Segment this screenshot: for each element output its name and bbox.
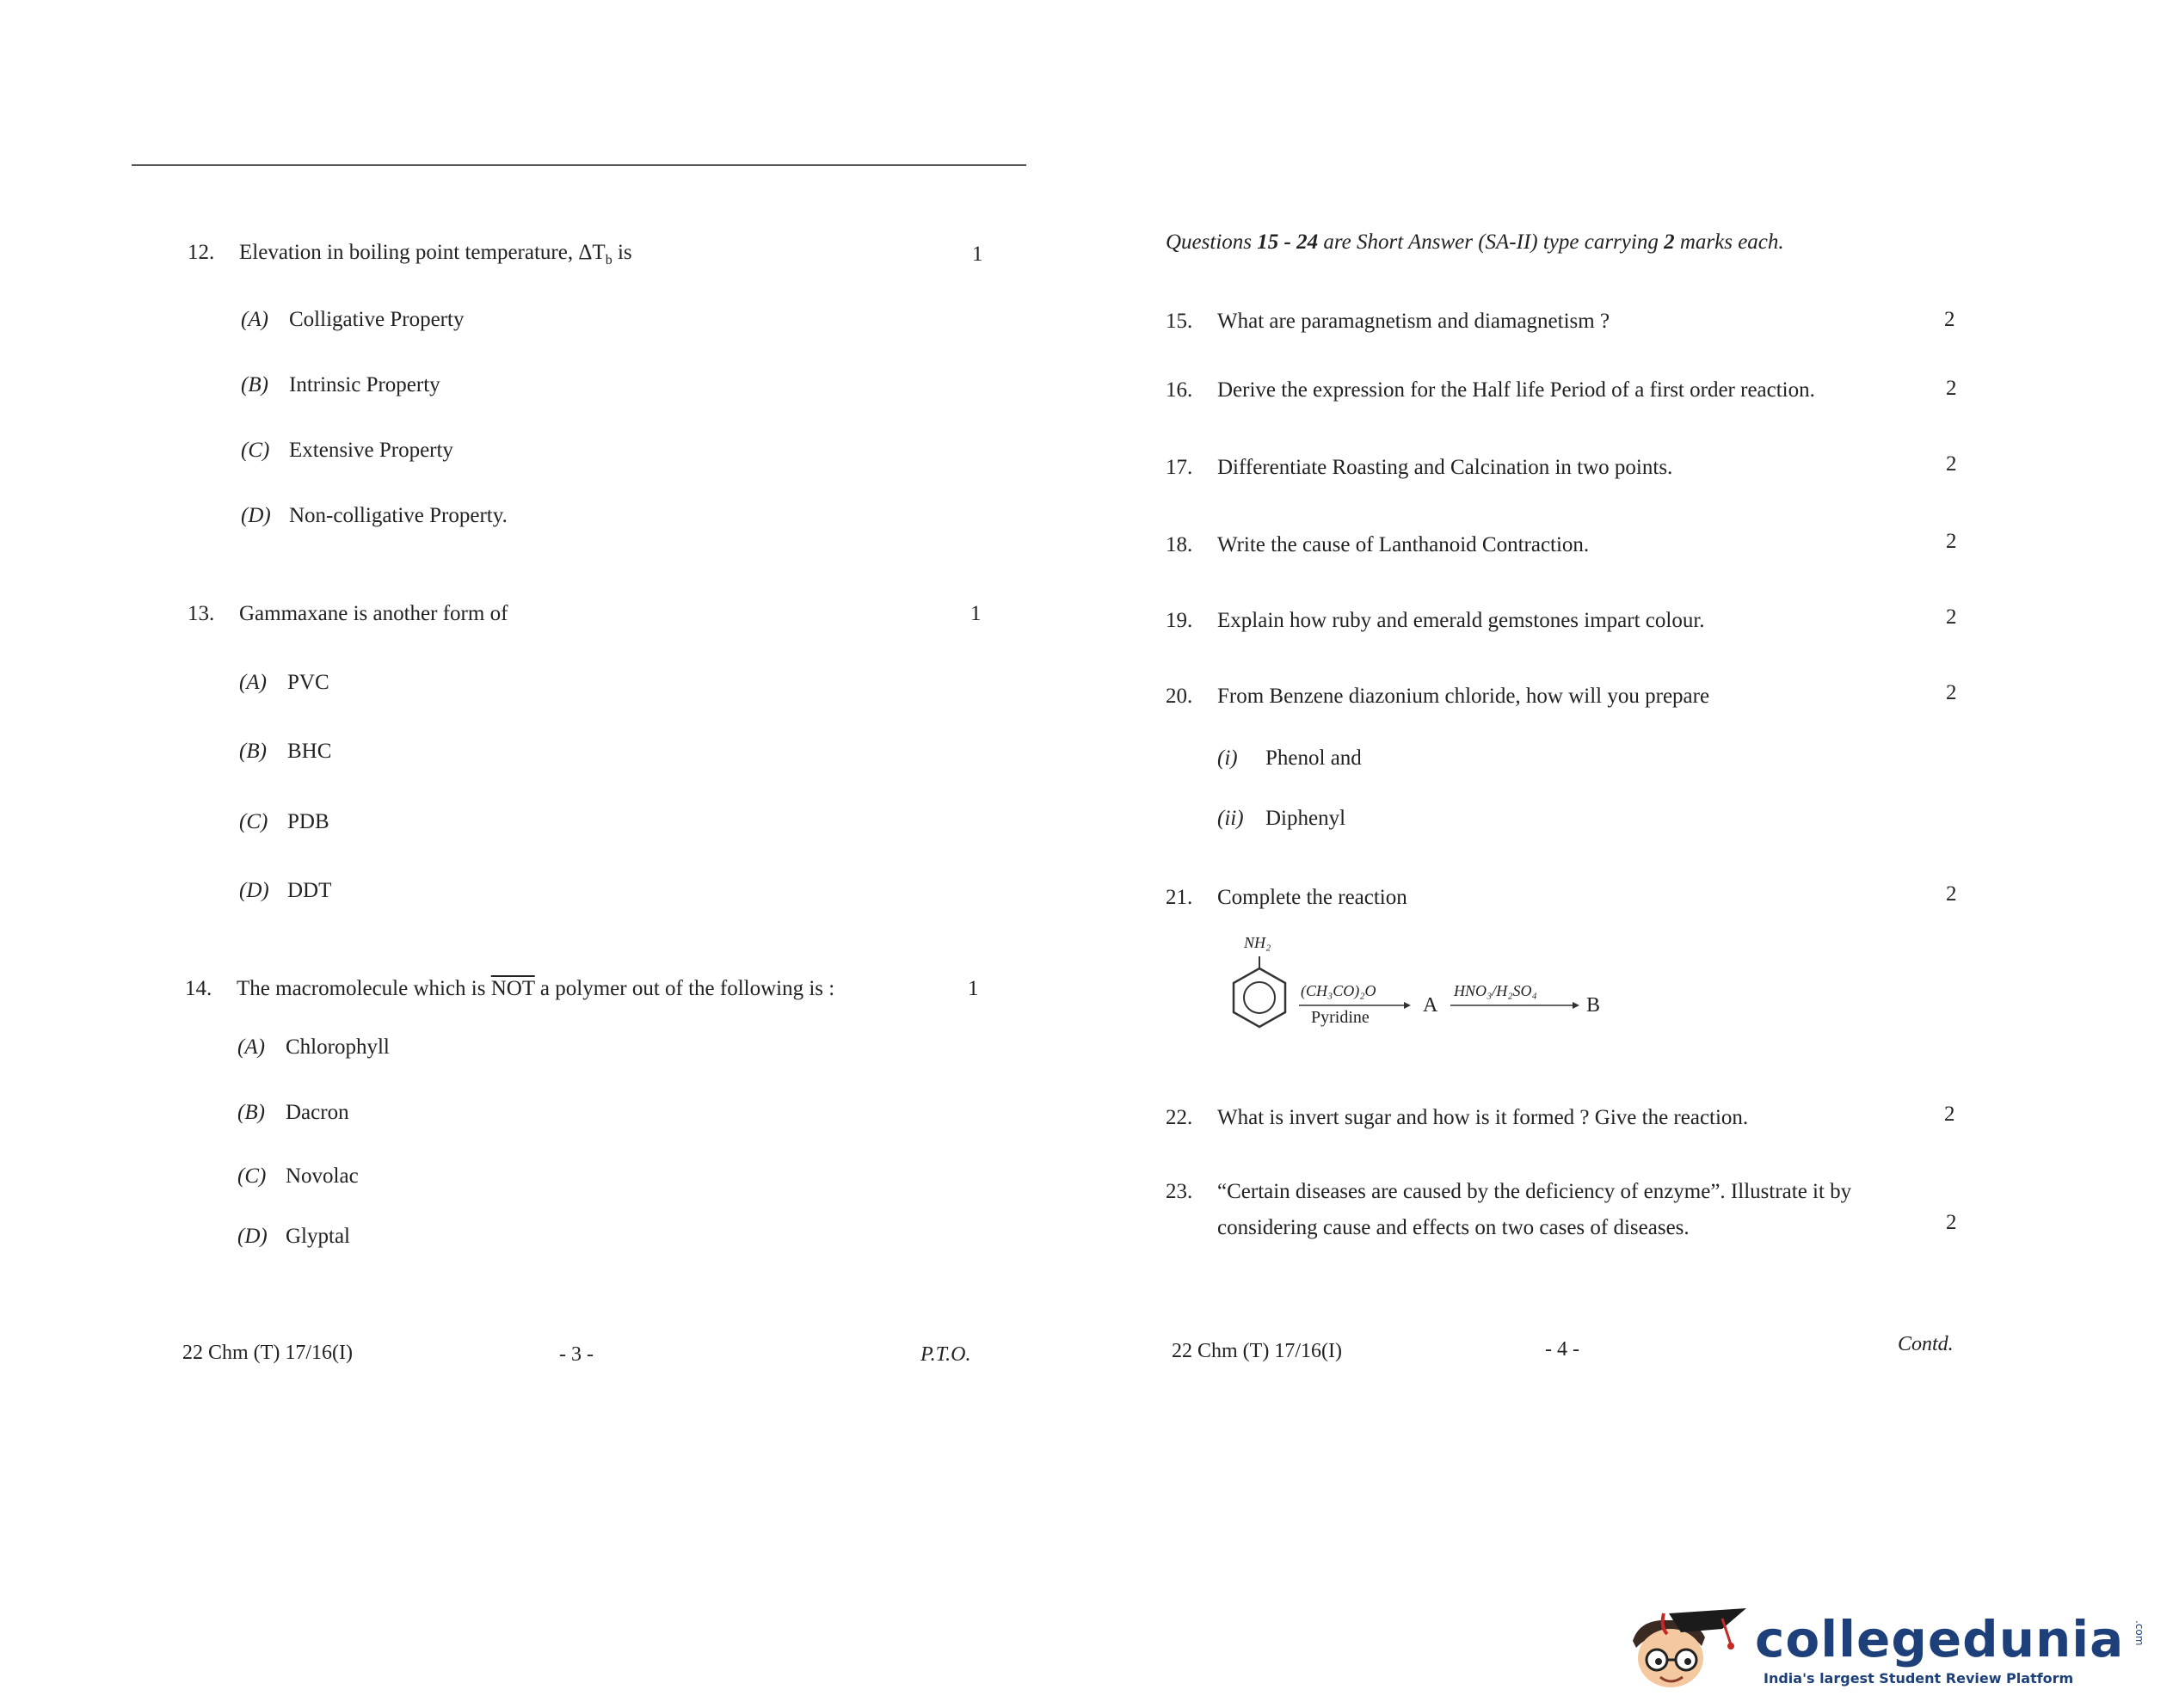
question-17: 17. Differentiate Roasting and Calcination in two points. <box>1166 456 1673 479</box>
footer-code: 22 Chm (T) 17/16(I) <box>1172 1340 1342 1362</box>
question-21: 21. Complete the reaction <box>1166 886 1407 909</box>
marks: 1 <box>970 602 982 625</box>
footer-code: 22 Chm (T) 17/16(I) <box>182 1342 353 1364</box>
option-d: (D) DDT <box>239 879 332 902</box>
top-rule <box>132 164 1026 166</box>
option-a: (A) Chlorophyll <box>237 1035 390 1059</box>
marks: 1 <box>972 243 983 266</box>
marks: 2 <box>1946 605 1957 629</box>
question-text: Elevation in boiling point temperature, ΔT <box>239 241 606 264</box>
marks: 2 <box>1946 377 1957 400</box>
option-c: (C) Extensive Property <box>241 439 453 462</box>
option-b: (B) Intrinsic Property <box>241 373 440 396</box>
reagent-1-condition: Pyridine <box>1311 1008 1370 1027</box>
subscript: b <box>605 253 613 267</box>
question-15: 15. What are paramagnetism and diamagnetism ? <box>1166 310 1610 333</box>
product-b: B <box>1586 994 1601 1017</box>
question-text-tail: is <box>612 241 632 264</box>
question-23-line-2: considering cause and effects on two cases of diseases. <box>1217 1216 1690 1239</box>
reaction-scheme <box>1222 934 1617 1042</box>
question-12 <box>188 241 632 268</box>
question-14: 14. The macromolecule which is $\overline{NOT}$ a polymer out of the following is : <box>185 977 835 1000</box>
section-instruction: Questions 15 - 24 are Short Answer (SA-II) type carrying 2 marks each. <box>1166 230 1784 254</box>
footer-pto: P.T.O. <box>920 1343 971 1366</box>
marks: 2 <box>1946 452 1957 476</box>
question-13 <box>188 602 508 626</box>
option-i: (i) Phenol and <box>1217 746 1362 770</box>
option-b: (B) Dacron <box>237 1101 349 1124</box>
marks: 2 <box>1946 882 1957 906</box>
question-16: 16. Derive the expression for the Half life Period of a first order reaction. <box>1166 378 1815 402</box>
question-text: Gammaxane is another form of <box>239 602 508 625</box>
question-22: 22. What is invert sugar and how is it formed ? Give the reaction. <box>1166 1106 1749 1129</box>
logo-wordmark: collegedunia <box>1755 1610 2125 1668</box>
option-b: (B) BHC <box>239 740 332 763</box>
overlined-word: $\overline{NOT}$ <box>490 977 535 1000</box>
collegedunia-logo <box>1617 1610 2168 1703</box>
question-number: 14. <box>185 977 212 1000</box>
amino-group-label: NH₂ <box>1244 934 1271 951</box>
marks: 2 <box>1944 308 1955 331</box>
option-d: (D) Non-colligative Property. <box>241 504 508 527</box>
mascot-icon <box>1617 1608 1764 1703</box>
question-20: 20. From Benzene diazonium chloride, how will you prepare <box>1166 685 1710 708</box>
option-ii: (ii) Diphenyl <box>1217 807 1346 830</box>
question-19: 19. Explain how ruby and emerald gemstones impart colour. <box>1166 609 1705 632</box>
reagent-1: (CH₃CO)₂O <box>1301 982 1376 999</box>
option-c: (C) Novolac <box>237 1164 359 1188</box>
marks: 2 <box>1944 1103 1955 1126</box>
option-a: (A) Colligative Property <box>241 308 465 331</box>
product-a: A <box>1423 994 1438 1017</box>
marks: 2 <box>1946 530 1957 553</box>
arrow-icon <box>1450 1001 1579 1010</box>
option-c: (C) PDB <box>239 810 329 833</box>
marks: 1 <box>968 977 979 1000</box>
question-18: 18. Write the cause of Lanthanoid Contraction. <box>1166 533 1590 556</box>
option-a: (A) PVC <box>239 671 329 694</box>
reagent-2: HNO₃/H₂SO₄ <box>1454 982 1537 999</box>
question-23: 23. “Certain diseases are caused by the deficiency of enzyme”. Illustrate it by <box>1166 1180 1852 1203</box>
question-number: 13. <box>188 602 215 625</box>
marks: 2 <box>1946 681 1957 704</box>
marks: 2 <box>1946 1211 1957 1234</box>
footer-page-number: - 3 - <box>559 1343 594 1366</box>
logo-tagline: India's largest Student Review Platform <box>1764 1670 2074 1686</box>
option-d: (D) Glyptal <box>237 1225 350 1248</box>
logo-dotcom: .com <box>2133 1620 2145 1646</box>
question-number: 12. <box>188 241 215 264</box>
footer-page-number: - 4 - <box>1545 1338 1579 1361</box>
footer-contd: Contd. <box>1898 1333 1954 1355</box>
